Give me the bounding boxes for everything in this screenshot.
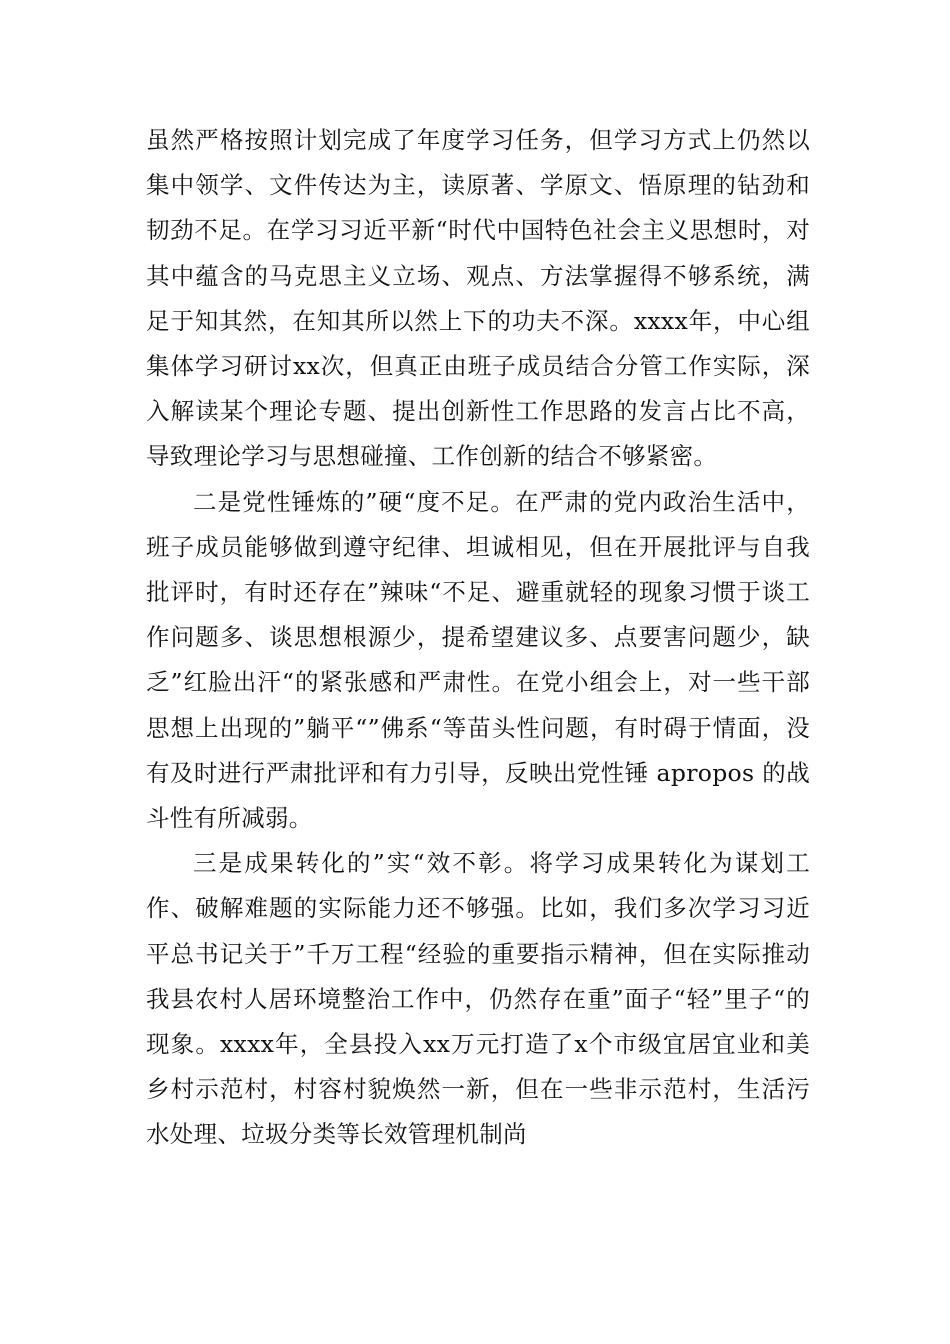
paragraph-1: 虽然严格按照计划完成了年度学习任务，但学习方式上仍然以集中领学、文件传达为主，读原著、学原文、悟原理的钻劲和韧劲不足。在学习习近平新“时代中国特色社会主义思想时，对其中蕴含的马克思主义立场、观点、方法掌握得不够系统，满足于知其然，在知其所以然上下的功夫不深。xxxx年，中心组集体学习研讨xx次，但真正由班子成员结合分管工作实际，深入解读某个理论专题、提出创新性工作思路的发言占比不高，导致理论学习与思想碰撞、工作创新的结合不够紧密。 [146,126,810,471]
paragraph-3: 三是成果转化的”实“效不彰。将学习成果转化为谋划工作、破解难题的实际能力还不够强。比如，我们多次学习习近平总书记关于”千万工程“经验的重要指示精神，但在实际推动我县农村人居环境整治工作中，仍然存在重”面子“轻”里子“的现象。xxxx年，全县投入xx万元打造了x个市级宜居宜业和美乡村示范村，村容村貌焕然一新，但在一些非示范村，生活污水处理、垃圾分类等长效管理机制尚 [146,849,810,1149]
document-body [146,118,810,1158]
paragraph-2: 二是党性锤炼的”硬“度不足。在严肃的党内政治生活中，班子成员能够做到遵守纪律、坦诚相见，但在开展批评与自我批评时，有时还存在”辣味“不足、避重就轻的现象习惯于谈工作问题多、谈思想根源少，提希望建议多、点要害问题少，缺乏”红脸出汗“的紧张感和严肃性。在党小组会上，对一些干部思想上出现的”躺平“”佛系“等苗头性问题，有时碍于情面，没有及时进行严肃批评和有力引导，反映出党性锤 apropos 的战斗性有所减弱。 [146,487,810,833]
